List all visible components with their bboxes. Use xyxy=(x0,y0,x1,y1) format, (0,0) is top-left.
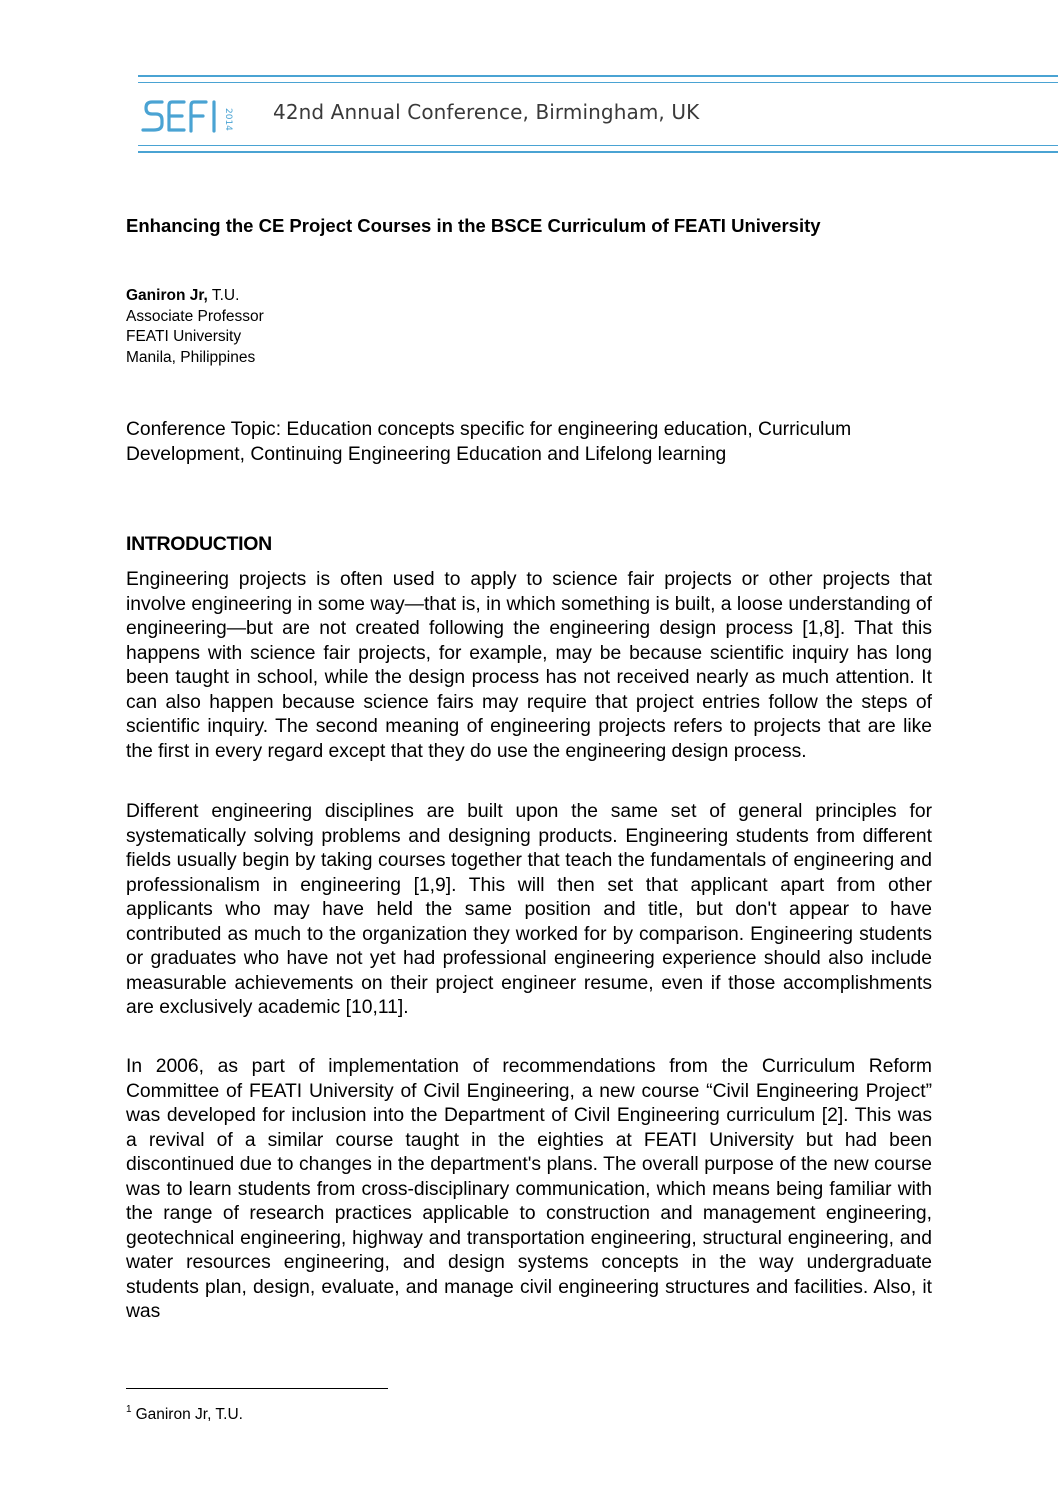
paragraph-3: In 2006, as part of implementation of recommendations from the Curriculum Reform Committee of FEATI University of Civil Engineering, a new course “Civil Engineering Project” was developed for inclusion into the Department of Civil Engineering curriculum [2]. This was a revival of a similar course taught in the eighties at FEATI University but had been discontinued due to changes in the department's plans. The overall purpose of the new course was to learn students from cross-disciplinary communication, which means being familiar with the range of research practices applicable to construction and management engineering, geotechnical engineering, highway and transportation engineering, structural engineering, and water resources engineering, and design systems concepts in the way undergraduate students plan, design, evaluate, and manage civil engineering structures and facilities. Also, it was xyxy=(126,1056,932,1323)
conference-title: 42nd Annual Conference, Birmingham, UK xyxy=(273,100,700,124)
paragraph-2: Different engineering disciplines are built upon the same set of general principles for systematically solving problems and designing products. Engineering students from different fields usually begin by taking courses together that teach the fundamentals of engineering and professionalism in engineering [1,9]. This will then set that applicant apart from other applicants who may have held the same position and title, but don't appear to have contributed as much to the organization they worked for by comparison. Engineering students or graduates who have not yet had professional engineering experience should also include measurable achievements on their project engineer resume, even if those accomplishments are exclusively academic [10,11]. xyxy=(126,801,932,1019)
author-surname: Ganiron Jr, xyxy=(126,287,208,304)
header-rule-bottom xyxy=(138,151,1058,153)
section-heading: INTRODUCTION xyxy=(126,533,272,555)
author-block xyxy=(126,286,264,368)
footnote-rule xyxy=(126,1388,388,1389)
author-position: Associate Professor xyxy=(126,307,264,325)
footnote xyxy=(126,1400,243,1425)
author-location: Manila, Philippines xyxy=(126,348,256,366)
header-rule-top-thin xyxy=(138,82,1058,83)
author-name xyxy=(126,286,264,307)
conference-topic: Conference Topic: Education concepts specific for engineering education, Curriculum Development, Continuing Engineering Education and Lifelong learning xyxy=(126,419,852,465)
author-initials: T.U. xyxy=(207,287,240,304)
sefi-logo xyxy=(140,96,252,136)
svg-text:2014: 2014 xyxy=(223,108,233,131)
header-rule-bottom-thin xyxy=(138,145,1058,146)
author-institution: FEATI University xyxy=(126,328,242,345)
paper-title: Enhancing the CE Project Courses in the BSCE Curriculum of FEATI University xyxy=(126,215,821,236)
header-rule-top xyxy=(138,75,1058,77)
footnote-marker: 1 xyxy=(126,1404,132,1415)
paragraph-1: Engineering projects is often used to apply to science fair projects or other projects that involve engineering in some way—that is, in which something is built, a loose understanding of engineering—but are not created following the engineering design process [1,8]. That this happens with science fair projects, for example, may be because scientific inquiry has long been taught in school, while the design process has not received nearly as much attention. It can also happen because science fairs may require that project entries follow the steps of scientific inquiry. The second meaning of engineering projects refers to projects that are like the first in every regard except that they do use the engineering design process. xyxy=(126,569,932,762)
footnote-text: Ganiron Jr, T.U. xyxy=(135,1406,243,1423)
